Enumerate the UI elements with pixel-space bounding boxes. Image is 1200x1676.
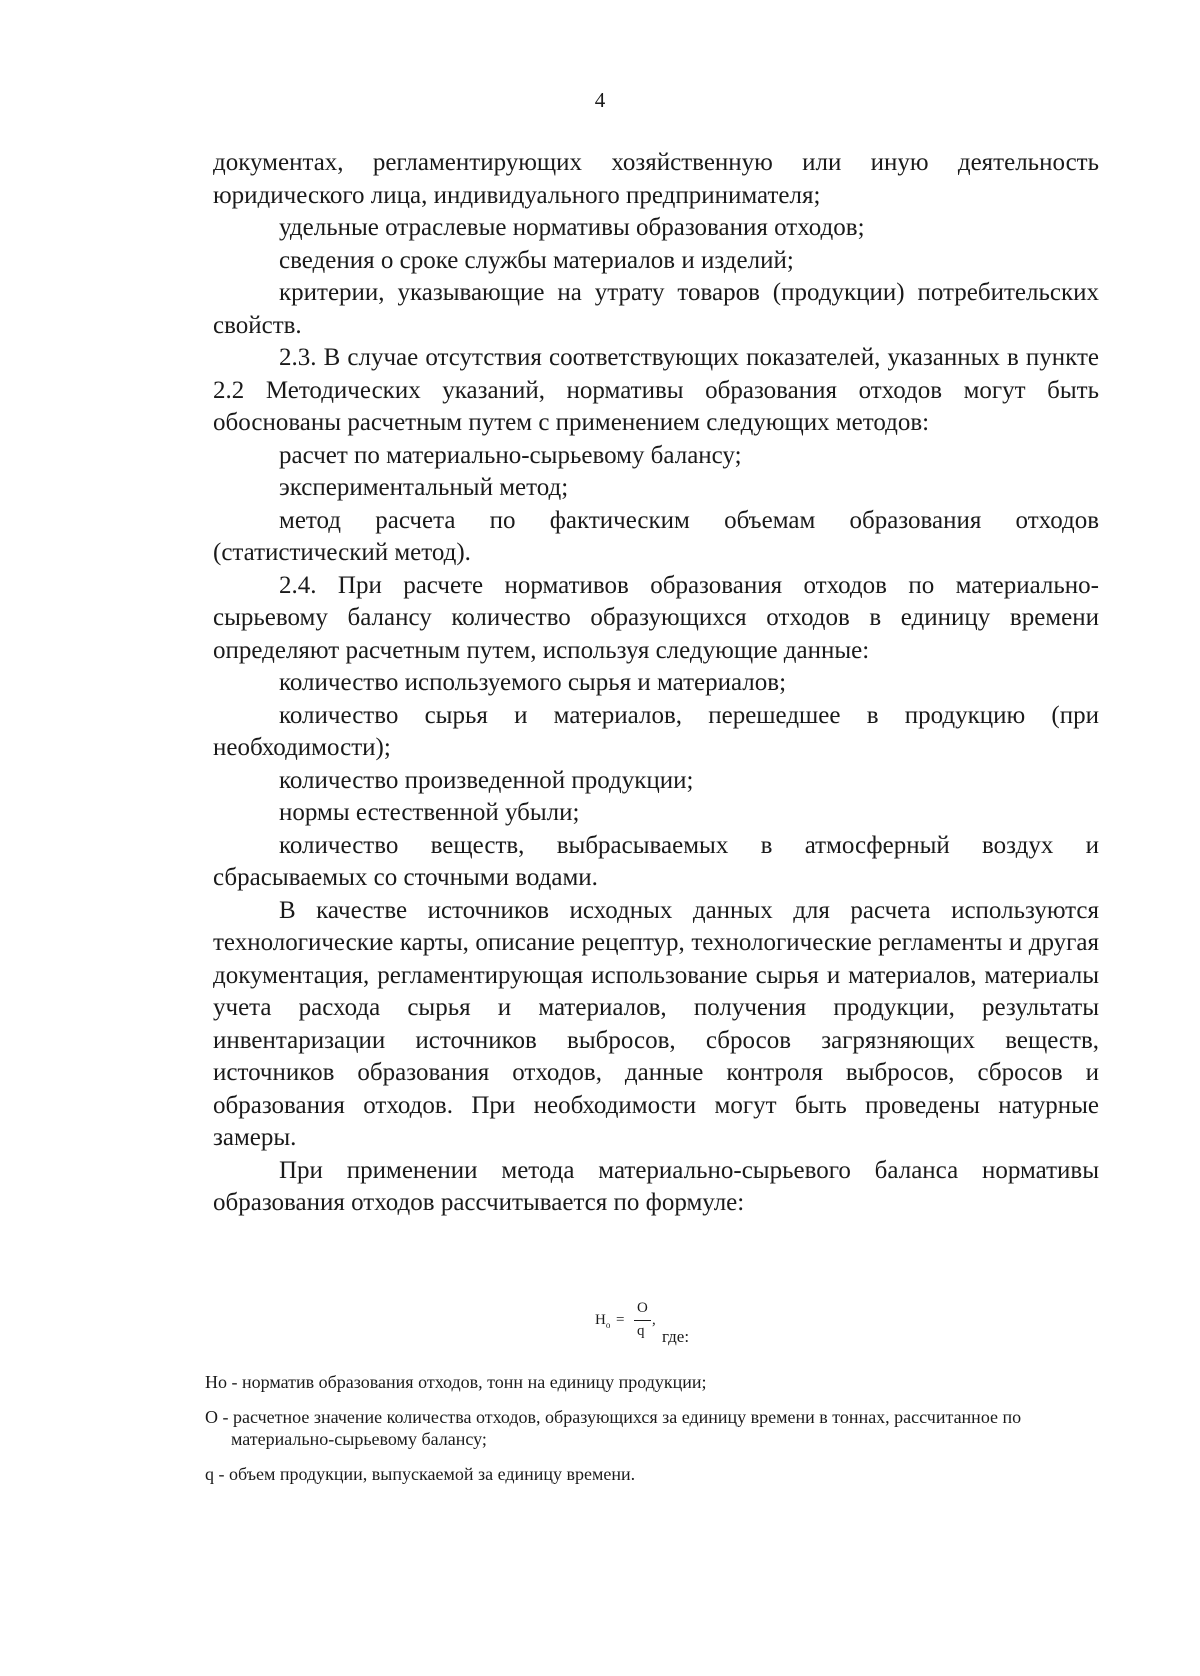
section-2-3: 2.3. В случае отсутствия соответствующих показателей, указанных в пункте 2.2 Методических указаний, нормативы образования отходов могут быть обоснованы расчетным путем с применением следующих методов: <box>213 344 1099 436</box>
fraction-bar <box>634 1320 651 1321</box>
formula-suffix: где: <box>662 1327 690 1346</box>
formula-legend <box>205 1371 1085 1498</box>
paragraph: документах, регламентирующих хозяйственную или иную деятельность юридического лица, индивидуального предпринимателя; <box>213 149 1099 209</box>
list-item: экспериментальный метод; <box>279 474 569 501</box>
list-item: удельные отраслевые нормативы образования отходов; <box>279 214 865 241</box>
legend-item: О - расчетное значение количества отходов, образующихся за единицу времени в тоннах, рассчитанное по материально-сырьевому балансу; <box>205 1407 1022 1449</box>
formula-comma: , <box>652 1312 656 1328</box>
list-item: метод расчета по фактическим объемам образования отходов (статистический метод). <box>213 506 1099 566</box>
list-item: критерии, указывающие на утрату товаров (продукции) потребительских свойств. <box>213 279 1099 339</box>
list-item: нормы естественной убыли; <box>279 799 580 826</box>
legend-item: Но - норматив образования отходов, тонн на единицу продукции; <box>205 1372 707 1392</box>
formula-numerator: О <box>637 1300 648 1316</box>
formula-denominator: q <box>637 1323 645 1339</box>
legend-item: q - объем продукции, выпускаемой за единицу времени. <box>205 1464 636 1484</box>
list-item: сведения о сроке службы материалов и изделий; <box>279 246 794 274</box>
data-sources-paragraph: В качестве источников исходных данных для расчета используются технологические карты, описание рецептур, технологические регламенты и другая документация, регламентирующая использование сырья и материалов, материалы учета расхода сырья и материалов, получения продукции, результаты инвентаризации источников выбросов, сбросов загрязняющих веществ, источников образования отходов, данные контроля выбросов, сбросов и образования отходов. При необходимости могут быть проведены натурные замеры. <box>213 896 1099 1151</box>
formula-lhs: $Н_о$ <box>595 1312 611 1330</box>
norm-formula <box>595 1300 715 1350</box>
list-item: количество используемого сырья и материалов; <box>279 669 787 696</box>
list-item: количество веществ, выбрасываемых в атмосферный воздух и сбрасываемых со сточными водами. <box>213 831 1099 891</box>
page-number: 4 <box>594 88 606 112</box>
list-item: количество произведенной продукции; <box>279 766 694 794</box>
section-2-4: 2.4. При расчете нормативов образования отходов по материально-сырьевому балансу количество образующихся отходов в единицу времени определяют расчетным путем, используя следующие данные: <box>213 571 1099 664</box>
document-body <box>213 147 1099 1220</box>
list-item: расчет по материально-сырьевому балансу; <box>279 441 742 469</box>
formula-equals: = <box>616 1312 625 1328</box>
list-item: количество сырья и материалов, перешедшее в продукцию (при необходимости); <box>213 701 1099 761</box>
formula-intro-paragraph: При применении метода материально-сырьевого баланса нормативы образования отходов рассчитывается по формуле: <box>213 1156 1099 1216</box>
